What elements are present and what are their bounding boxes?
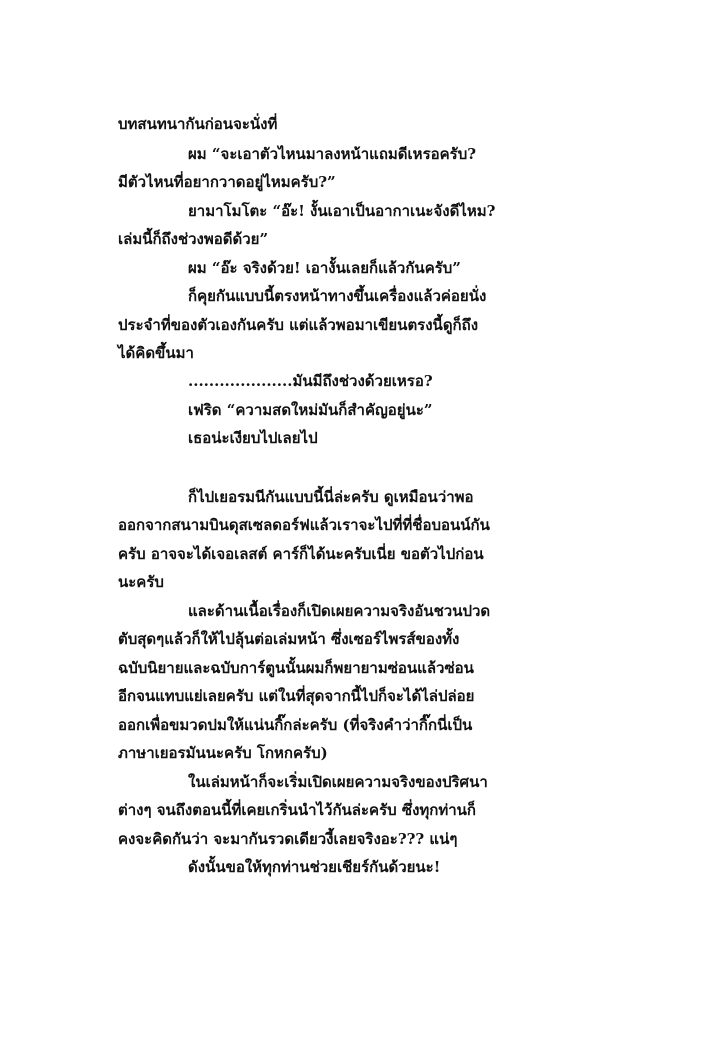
text-line: เธอน่ะเงียบไปเลยไป [188, 429, 318, 447]
text-line: ภาษาเยอรมันนะครับ โกหกครับ) [118, 744, 328, 762]
text-line: อีกจนแทบแย่เลยครับ แต่ในที่สุดจากนี้ไปก็จะได้ไล่ปล่อย [118, 687, 475, 705]
text-line: คงจะคิดกันว่า จะมากันรวดเดียวงี้เลยจริงอะ??? แน่ๆ [118, 830, 458, 848]
text-line: เฟริด “ความสดใหม่มันก็สำคัญอยู่นะ” [188, 401, 433, 419]
text-line: เล่มนี้ก็ถึงช่วงพอดีด้วย” [118, 230, 269, 248]
text-line: ....................มันมีถึงช่วงด้วยเหรอ? [188, 372, 433, 390]
text-line: ครับ อาจจะได้เจอเลสต์ คาร์ก็ได้นะครับเนี่ย ขอตัวไปก่อน [118, 545, 484, 563]
text-line: ก็คุยกันแบบนี้ตรงหน้าทางขึ้นเครื่องแล้วค่อยนั่ง [188, 287, 487, 305]
text-line: ผม “จะเอาตัวไหนมาลงหน้าแถมดีเหรอครับ? [188, 145, 477, 163]
text-line: ได้คิดขึ้นมา [118, 344, 194, 362]
text-line: มีตัวไหนที่อยากวาดอยู่ไหมครับ?” [118, 173, 336, 191]
text-line: ออกเพื่อขมวดปมให้แน่นกิ๊กล่ะครับ (ที่จริงคำว่ากิ๊กนี่เป็น [118, 716, 473, 734]
text-line: ดังนั้นขอให้ทุกท่านช่วยเชียร์กันด้วยนะ! [188, 858, 441, 876]
text-line: ต่างๆ จนถึงตอนนี้ที่เคยเกริ่นนำไว้กันล่ะครับ ซึ่งทุกท่านก็ [118, 801, 477, 819]
text-line: ฉบับนิยายและฉบับการ์ตูนนั้นผมก็พยายามซ่อนแล้วซ่อน [118, 659, 474, 677]
text-line: ตับสุดๆแล้วก็ให้ไปลุ้นต่อเล่มหน้า ซึ่งเซอร์ไพรส์ของทั้ง [118, 630, 460, 648]
text-line: ในเล่มหน้าก็จะเริ่มเปิดเผยความจริงของปริศนา [188, 773, 488, 791]
text-line: บทสนทนากันก่อนจะนั่งที่ [118, 115, 278, 133]
text-line: ประจำที่ของตัวเองกันครับ แต่แล้วพอมาเขียนตรงนี้ดูก็ถึง [118, 316, 479, 334]
text-line: ยามาโมโตะ “อ๊ะ! งั้นเอาเป็นอากาเนะจังดีไหม? [188, 202, 496, 220]
text-line: ก็ไปเยอรมนีกันแบบนี้นี่ล่ะครับ ดูเหมือนว่าพอ [188, 488, 474, 506]
text-line: และด้านเนื้อเรื่องก็เปิดเผยความจริงอันชวนปวด [188, 602, 491, 620]
text-line: ออกจากสนามบินดุสเซลดอร์ฟแล้วเราจะไปที่ที่ชื่อบอนน์กัน [118, 516, 490, 534]
text-line: ผม “อ๊ะ จริงด้วย! เอางั้นเลยก็แล้วกันครับ” [188, 259, 461, 277]
text-line: นะครับ [118, 573, 164, 591]
